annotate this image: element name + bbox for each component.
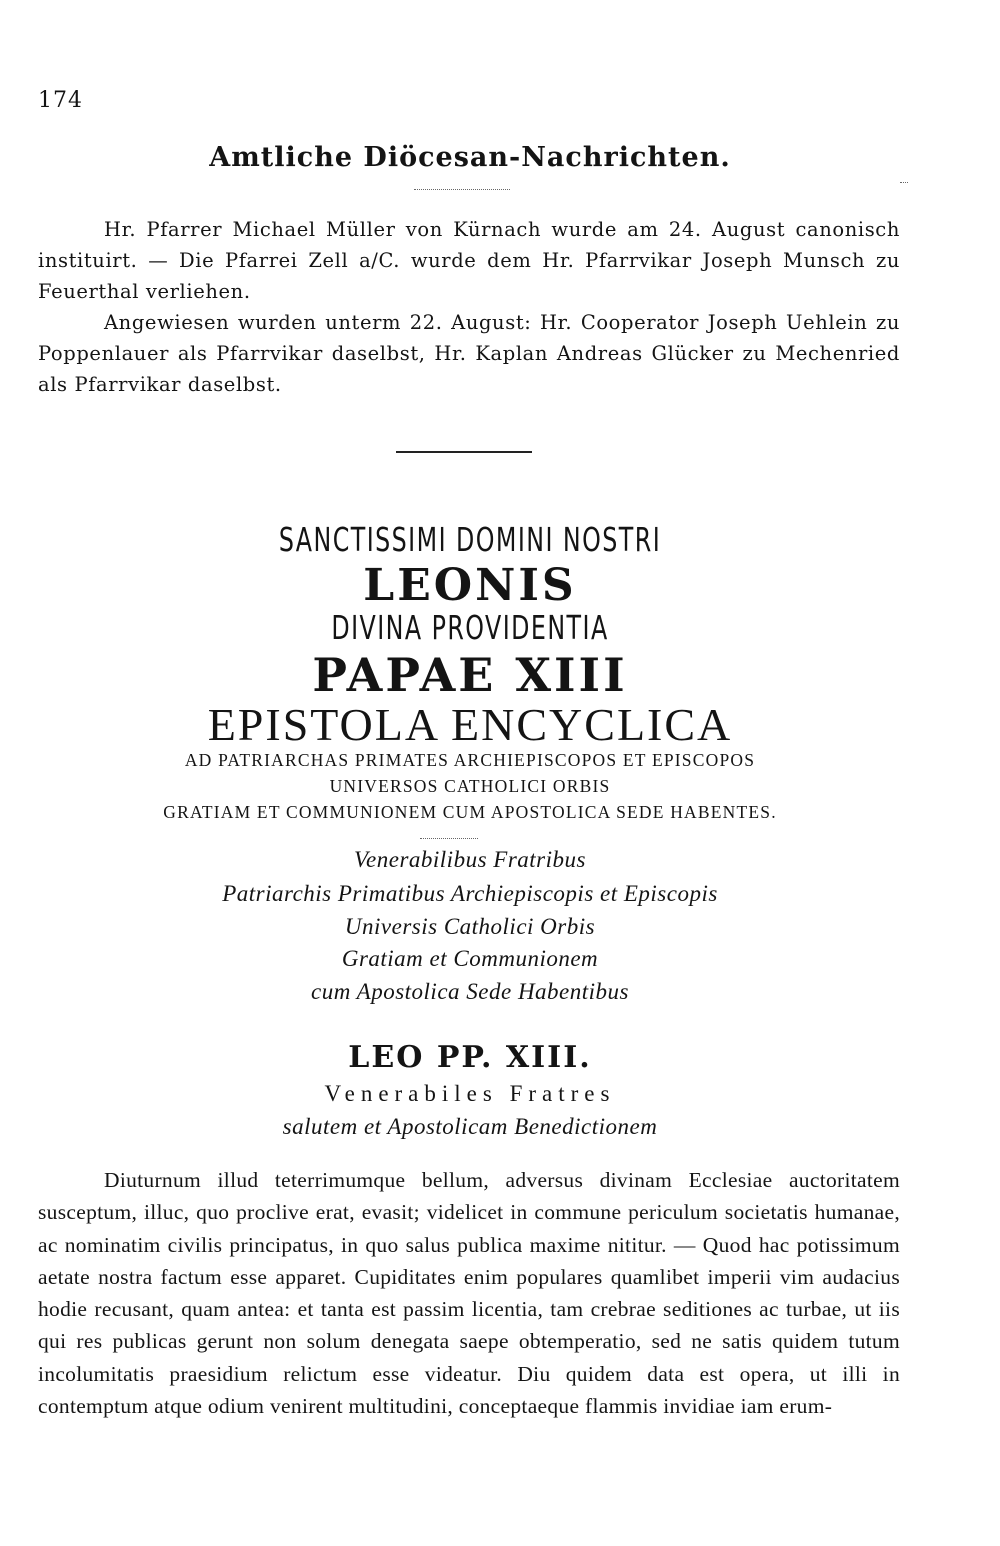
news-paragraph-1: Hr. Pfarrer Michael Müller von Kürnach wurde am 24. August canonisch instituirt. — Die Pfarrei Zell a/C. wurde dem Hr. Pfarrvikar Joseph Munsch zu Feuerthal verliehen.: [38, 218, 900, 303]
body-paragraph-1: Diuturnum illud teterrimumque bellum, adversus divinam Ecclesiae auctoritatem susceptum, illuc, quo proclive erat, evasit; videlicet in commune periculum societatis humanae, ac nominatim civilis principatus, in quo salus publica maxime nititur. — Quod hac potissimum aetate nostra factum esse apparet. Cupiditates enim populares quamlibet imperii vim audacius hodie recusant, quam antea: et tanta est passim licentia, tam crebrae seditiones ac turbae, ut iis qui res publicas gerunt non solum denegata saepe obtemperatio, sed ne satis quidem tutum incolumitatis praesidium relictum esse videatur. Diu quidem data est opera, ut illi in contemptum atque odium venirent multitudini, conceptaeque flammis invidiae iam erum-: [38, 1168, 900, 1419]
encyclical-heading-line-3: DIVINA PROVIDENTIA: [331, 608, 609, 647]
section-divider: [396, 451, 532, 453]
addressees-line-1: AD PATRIARCHAS PRIMATES ARCHIEPISCOPOS ET EPISCOPOS: [184, 750, 756, 770]
encyclical-body: [38, 1164, 900, 1422]
pope-name: LEONIS: [363, 560, 577, 611]
addressees-line-2: UNIVERSOS CATHOLICI ORBIS: [329, 776, 611, 796]
running-header: Amtliche Diöcesan-Nachrichten.: [209, 142, 731, 173]
pope-title: PAPAE XIII: [312, 648, 628, 702]
address-line-5: cum Apostolica Sede Habentibus: [311, 979, 629, 1004]
address-line-3: Universis Catholici Orbis: [344, 914, 596, 939]
addressees-line-3: GRATIAM ET COMMUNIONEM CUM APOSTOLICA SEDE HABENTES.: [163, 802, 777, 822]
page-number: 174: [38, 88, 83, 113]
greeting-line: Venerabiles Fratres: [324, 1081, 616, 1106]
title-ornament-divider: [420, 838, 478, 839]
encyclical-heading-line-1: SANCTISSIMI DOMINI NOSTRI: [278, 520, 662, 559]
news-paragraph-2: Angewiesen wurden unterm 22. August: Hr. Cooperator Joseph Uehlein zu Poppenlauer als Pfarrvikar daselbst, Hr. Kaplan Andreas Glücker zu Mechenried als Pfarrvikar daselbst.: [38, 311, 900, 396]
address-line-4: Gratiam et Communionem: [341, 946, 599, 971]
margin-mark: [900, 182, 908, 183]
blessing-line: salutem et Apostolicam Benedictionem: [282, 1114, 658, 1139]
address-line-1: Venerabilibus Fratribus: [354, 847, 586, 872]
header-ornament-divider: [414, 189, 510, 190]
document-type-title: EPISTOLA ENCYCLICA: [207, 699, 733, 750]
diocesan-news-section: [38, 214, 900, 400]
papal-signature: LEO PP. XIII.: [348, 1040, 592, 1075]
address-line-2: Patriarchis Primatibus Archiepiscopis et Episcopis: [222, 881, 718, 906]
